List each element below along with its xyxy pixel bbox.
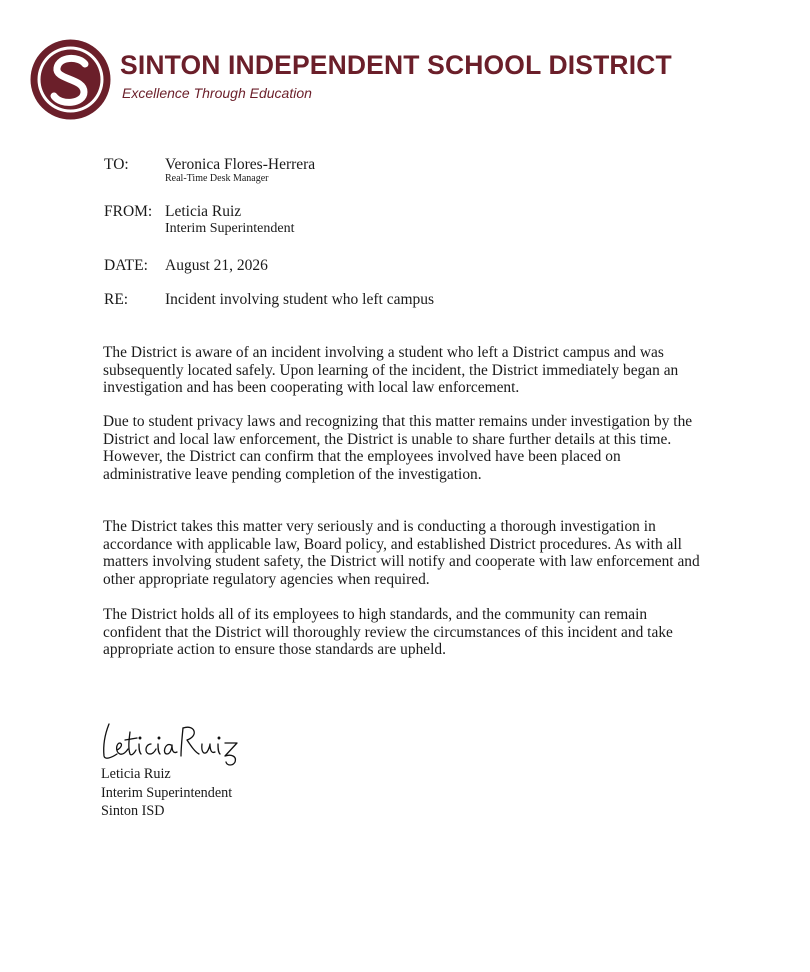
re-value: Incident involving student who left campus	[165, 291, 435, 308]
from-title: Interim Superintendent	[165, 221, 295, 236]
district-logo	[29, 38, 112, 121]
signature-name: Leticia Ruiz	[101, 766, 171, 782]
date-label: DATE:	[104, 257, 148, 274]
re-label: RE:	[104, 291, 129, 308]
district-motto: Excellence Through Education	[122, 85, 312, 101]
body-paragraph-4: The District holds all of its employees to high standards, and the community can remain confident that the District will thoroughly review the circumstances of this incident and take appropriate action to ensure those standards are upheld.	[103, 606, 673, 659]
to-name: Veronica Flores-Herrera	[165, 156, 316, 173]
handwritten-signature	[99, 716, 259, 768]
body-paragraph-1: The District is aware of an incident involving a student who left a District campus and was subsequently located safely. Upon learning of the incident, the District immediately began an investigation and has been cooperating with local law enforcement.	[103, 344, 679, 397]
from-label: FROM:	[104, 203, 153, 220]
signature-title: Interim Superintendent	[101, 785, 233, 801]
body-paragraph-2: Due to student privacy laws and recognizing that this matter remains under investigation by the District and local law enforcement, the District is unable to share further details at this time. However, the District can confirm that the employees involved have been placed on administrative leave pending completion of the investigation.	[103, 413, 693, 483]
to-title: Real-Time Desk Manager	[165, 173, 269, 184]
date-value: August 21, 2026	[165, 257, 268, 274]
to-label: TO:	[104, 156, 129, 173]
signature-organization: Sinton ISD	[101, 803, 165, 819]
body-paragraph-3: The District takes this matter very seriously and is conducting a thorough investigation in accordance with applicable law, Board policy, and established District procedures. As with all matters involving student safety, the District will notify and cooperate with law enforcement and other appropriate regulatory agencies when required.	[103, 518, 700, 588]
from-name: Leticia Ruiz	[165, 203, 242, 220]
district-name: SINTON INDEPENDENT SCHOOL DISTRICT	[120, 50, 672, 80]
